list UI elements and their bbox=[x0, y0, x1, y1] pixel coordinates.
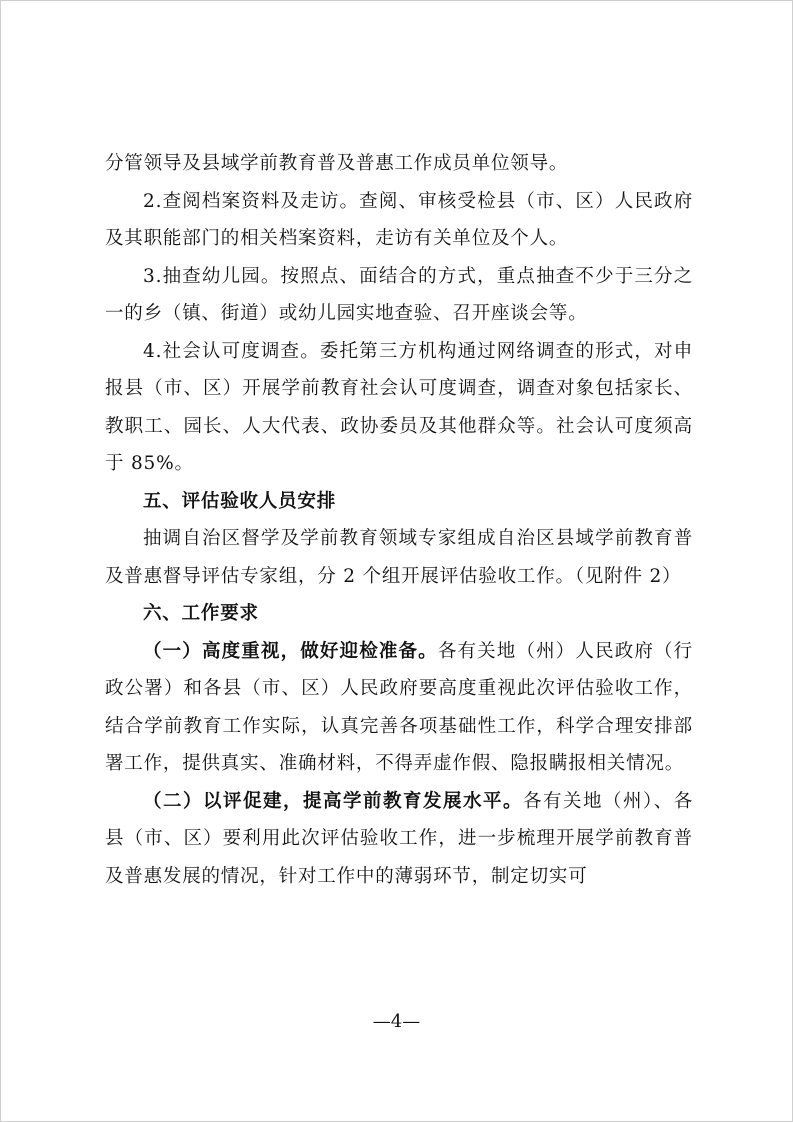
section-heading-requirements: 六、工作要求 bbox=[143, 603, 259, 624]
paragraph-personnel-arrangement: 抽调自治区督学及学前教育领域专家组成自治区县域学前教育普及普惠督导评估专家组，分 2 个组开展评估验收工作。（见附件 2） bbox=[105, 528, 693, 587]
paragraph-requirement-1 bbox=[105, 633, 693, 783]
requirement-2-text: 各有关地（州）、各县（市、区）要利用此次评估验收工作，进一步梳理开展学前教育普及普惠发展的情况，针对工作中的薄弱环节，制定切实可 bbox=[105, 790, 694, 887]
paragraph-kindergarten-spot-check: 3.抽查幼儿园。按照点、面结合的方式，重点抽查不少于三分之一的乡（镇、街道）或幼儿园实地查验、召开座谈会等。 bbox=[105, 265, 693, 324]
paragraph-continuation: 分管领导及县域学前教育普及普惠工作成员单位领导。 bbox=[105, 153, 569, 174]
section-heading-personnel: 五、评估验收人员安排 bbox=[143, 490, 337, 512]
requirement-1-text: 各有关地（州）人民政府（行政公署）和各县（市、区）人民政府要高度重视此次评估验收工作，结合学前教育工作实际，认真完善各项基础性工作，科学合理安排部署工作，提供真实、准确材料，不得弄虚作假、隐报瞒报相关情况。 bbox=[105, 640, 693, 774]
page-number: —4— bbox=[372, 1011, 421, 1032]
requirement-2-lead: （二）以评促建，提高学前教育发展水平。 bbox=[143, 790, 523, 812]
paragraph-social-recognition-survey: 4.社会认可度调查。委托第三方机构通过网络调查的形式，对申报县（市、区）开展学前教育社会认可度调查，调查对象包括家长、教职工、园长、人大代表、政协委员及其他群众等。社会认可度须高于 85%。 bbox=[105, 340, 693, 474]
paragraph-archive-review: 2.查阅档案资料及走访。查阅、审核受检县（市、区）人民政府及其职能部门的相关档案资料，走访有关单位及个人。 bbox=[105, 190, 693, 249]
paragraph-requirement-2 bbox=[105, 783, 693, 896]
document-body bbox=[105, 145, 693, 895]
requirement-1-lead: （一）高度重视，做好迎检准备。 bbox=[143, 640, 438, 662]
